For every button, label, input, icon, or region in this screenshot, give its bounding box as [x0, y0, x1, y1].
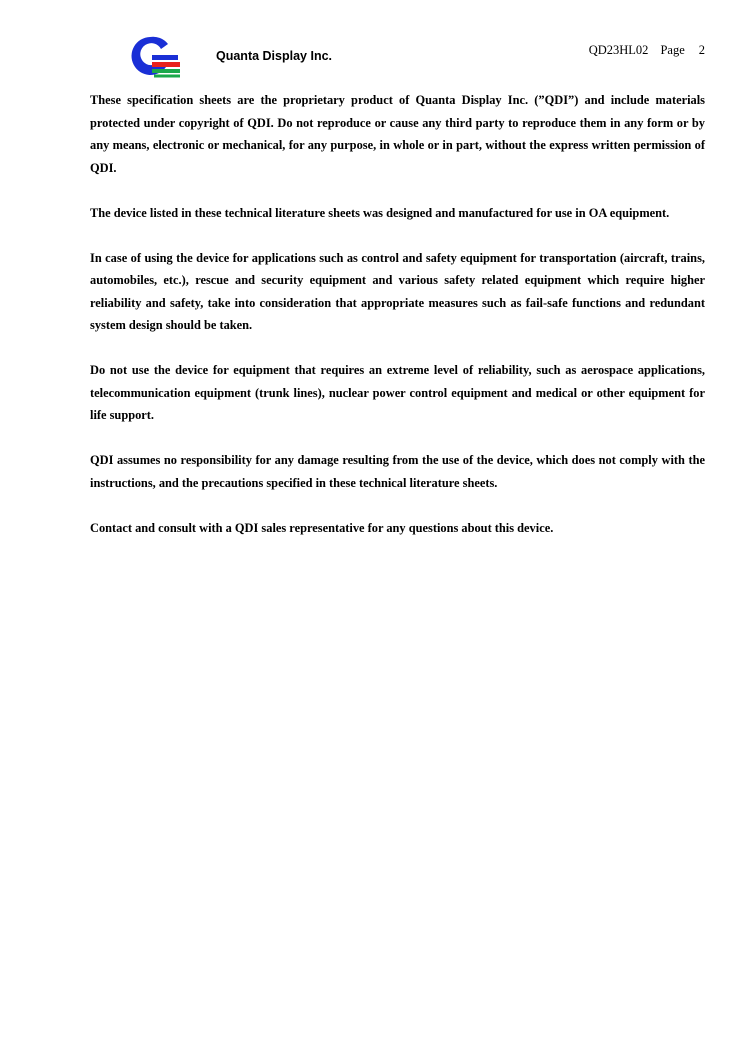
- company-logo: [128, 35, 182, 79]
- document-reference: [589, 43, 705, 58]
- paragraph-proprietary: These specification sheets are the proprietary product of Quanta Display Inc. (”QDI”) and include materials protected under copyright of QDI. Do not reproduce or cause any third party to reproduce them in any form or by any means, electronic or mechanical, for any purpose, in whole or in part, without the express written permission of QDI.: [90, 93, 705, 175]
- page-number: 2: [698, 43, 705, 57]
- paragraph-safety-applications: In case of using the device for applications such as control and safety equipment for transportation (aircraft, trains, automobiles, etc.), rescue and security equipment and various safety related equipment which require higher reliability and safety, take into consideration that appropriate measures such as fail-safe functions and redundant system design should be taken.: [90, 250, 705, 332]
- paragraph-contact: Contact and consult with a QDI sales representative for any questions about this device.: [90, 520, 554, 535]
- qdi-logo-mark: [128, 35, 182, 79]
- company-name: Quanta Display Inc.: [216, 49, 333, 63]
- paragraph-liability: QDI assumes no responsibility for any damage resulting from the use of the device, which does not comply with the instructions, and the precautions specified in these technical literature sheets.: [90, 453, 705, 490]
- paragraph-intended-use: The device listed in these technical literature sheets was designed and manufactured for use in OA equipment.: [90, 205, 670, 220]
- disclaimer-body: [90, 89, 705, 562]
- document-id: QD23HL02: [588, 43, 649, 57]
- paragraph-restricted-use: Do not use the device for equipment that requires an extreme level of reliability, such as aerospace applications, telecommunication equipment (trunk lines), nuclear power control equipment and medical or other equipment for life support.: [90, 363, 705, 422]
- page-label: Page: [660, 43, 685, 57]
